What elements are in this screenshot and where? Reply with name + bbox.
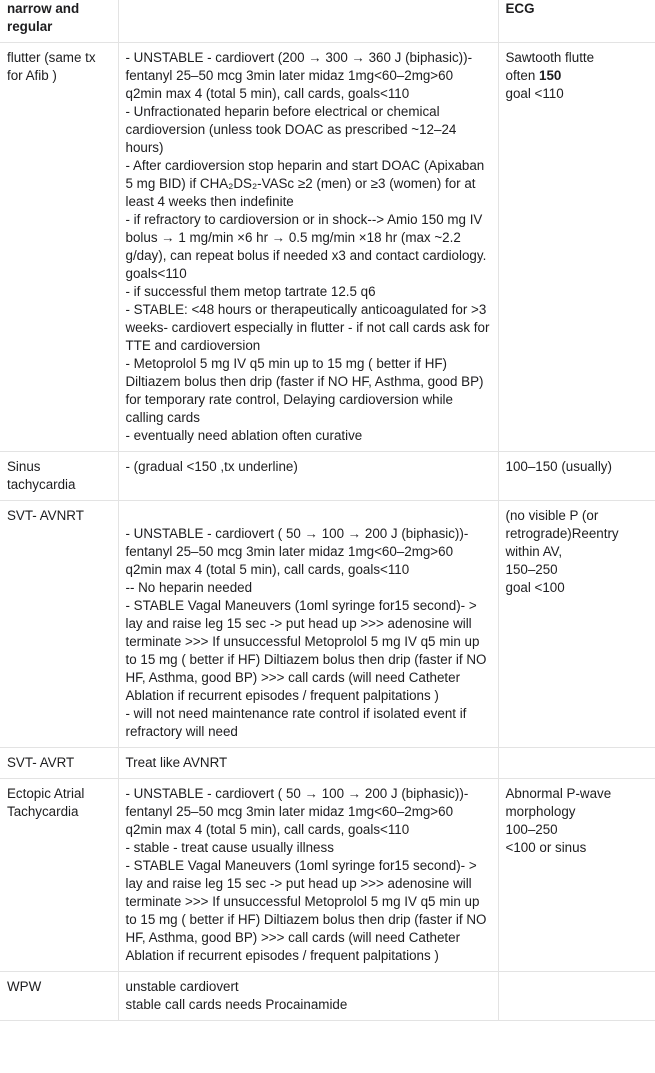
row-ecg: 100–150 (usually) bbox=[498, 452, 655, 501]
treatment-line: stable call cards needs Procainamide bbox=[125, 997, 348, 1012]
row-treatment bbox=[118, 779, 498, 972]
table-row-avrt bbox=[0, 748, 655, 779]
header-col-treatment bbox=[118, 0, 498, 43]
ecg-rate-value: 150 bbox=[539, 68, 562, 83]
treatment-line: - if refractory to cardioversion or in shock--> Amio 150 mg IV bolus → 1 mg/min ×6 hr → 0.5 mg/min ×18 hr (max ~2.2 g/day), can repeat bolus if needed x3 and contact cardiology. goals<110 bbox=[125, 212, 487, 281]
ecg-often-label: often bbox=[505, 68, 540, 83]
ecg-line: 150–250 bbox=[505, 562, 558, 577]
table-row-ectopic bbox=[0, 779, 655, 972]
treatment-line: - STABLE Vagal Maneuvers (1oml syringe for15 second)- > lay and raise leg 15 sec -> put head up >>> adenosine will terminate >>> If unsuccessful Metoprolol 5 mg IV q5 min up to 15 mg ( better if HF) Diltiazem bolus then drip (faster if NO HF, Asthma, good BP) >>> call cards (will need Catheter Ablation if recurrent episodes / frequent palpitations ) bbox=[125, 598, 487, 703]
row-ecg bbox=[498, 43, 655, 452]
row-name: WPW bbox=[0, 972, 118, 1021]
treatment-line: - UNSTABLE - cardiovert ( 50 → 100 → 200 J (biphasic))- fentanyl 25–50 mcg 3min later midaz 1mg<60–2mg>60 q2min max 4 (total 5 min), call cards, goals<110 bbox=[125, 786, 469, 837]
treatment-line: - Metoprolol 5 mg IV q5 min up to 15 mg ( better if HF) Diltiazem bolus then drip (faster if NO HF, Asthma, good BP) for temporary rate control, Delaying cardioversion while calling cards bbox=[125, 356, 484, 425]
ecg-line: goal <100 bbox=[505, 580, 565, 595]
treatment-line: - After cardioversion stop heparin and start DOAC (Apixaban 5 mg BID) if CHA₂DS₂-VASc ≥2 (men) or ≥3 (women) for at least 4 weeks then indefinite bbox=[125, 158, 485, 209]
row-name: SVT- AVNRT bbox=[0, 501, 118, 748]
ecg-rate-line bbox=[506, 67, 649, 85]
treatment-line: - UNSTABLE - cardiovert ( 50 → 100 → 200 J (biphasic))- fentanyl 25–50 mcg 3min later midaz 1mg<60–2mg>60 q2min max 4 (total 5 min), call cards, goals<110 bbox=[125, 526, 469, 577]
blank-line bbox=[126, 507, 491, 525]
ecg-line: (no visible P (or retrograde)Reentry within AV, bbox=[505, 508, 619, 559]
row-treatment bbox=[118, 43, 498, 452]
row-treatment: - (gradual <150 ,tx underline) bbox=[118, 452, 498, 501]
table-row-sinus bbox=[0, 452, 655, 501]
row-treatment: Treat like AVNRT bbox=[118, 748, 498, 779]
header-col-ecg: ECG bbox=[498, 0, 655, 43]
treatment-line: - Unfractionated heparin before electrical or chemical cardioversion (unless took DOAC as prescribed ~12–24 hours) bbox=[125, 104, 457, 155]
row-ecg bbox=[498, 779, 655, 972]
treatment-line: -- No heparin needed bbox=[125, 580, 253, 595]
treatment-line: - STABLE Vagal Maneuvers (1oml syringe for15 second)- > lay and raise leg 15 sec -> put head up >>> adenosine will terminate >>> If unsuccessful Metoprolol 5 mg IV q5 min up to 15 mg ( better if HF) Diltiazem bolus then drip (faster if NO HF, Asthma, good BP) >>> call cards (will need Catheter Ablation if recurrent episodes / frequent palpitations ) bbox=[125, 858, 487, 963]
row-name: flutter (same tx for Afib ) bbox=[0, 43, 118, 452]
treatment-line: unstable cardiovert bbox=[125, 979, 239, 994]
treatment-line: - STABLE: <48 hours or therapeutically anticoagulated for >3 weeks- cardiovert especially in flutter - if not call cards ask for TTE and cardioversion bbox=[125, 302, 490, 353]
table-row-avnrt bbox=[0, 501, 655, 748]
treatment-line: - eventually need ablation often curative bbox=[125, 428, 363, 443]
row-ecg bbox=[498, 748, 655, 779]
table-row-flutter bbox=[0, 43, 655, 452]
row-name: SVT- AVRT bbox=[0, 748, 118, 779]
ecg-line: 100–250 bbox=[505, 822, 558, 837]
treatment-line: - stable - treat cause usually illness bbox=[125, 840, 334, 855]
row-treatment bbox=[118, 972, 498, 1021]
row-ecg bbox=[498, 972, 655, 1021]
ecg-goal: goal <110 bbox=[505, 86, 564, 101]
ecg-line: <100 or sinus bbox=[505, 840, 587, 855]
header-col-type: narrow and regular bbox=[0, 0, 118, 43]
ecg-line: Sawtooth flutte bbox=[505, 50, 595, 65]
row-name: Ectopic Atrial Tachycardia bbox=[0, 779, 118, 972]
treatment-line: - UNSTABLE - cardiovert (200 → 300 → 360 J (biphasic))- fentanyl 25–50 mcg 3min later midaz 1mg<60–2mg>60 q2min max 4 (total 5 min), call cards, goals<110 bbox=[125, 50, 473, 101]
table-row-wpw bbox=[0, 972, 655, 1021]
ecg-line: Abnormal P-wave morphology bbox=[505, 786, 612, 819]
treatment-line: - will not need maintenance rate control if isolated event if refractory will need bbox=[125, 706, 467, 739]
row-ecg bbox=[498, 501, 655, 748]
row-name: Sinus tachycardia bbox=[0, 452, 118, 501]
header-row bbox=[0, 0, 655, 43]
treatment-line: - if successful them metop tartrate 12.5 q6 bbox=[125, 284, 376, 299]
row-treatment bbox=[118, 501, 498, 748]
